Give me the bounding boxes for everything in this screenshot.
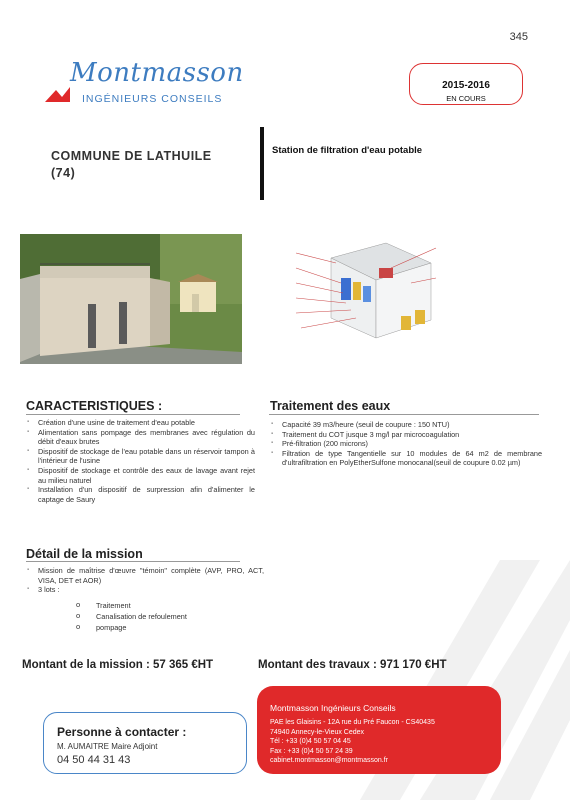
list-item: ▪ Dispositif de stockage de l'eau potable dans un réservoir tampon à l'intérieur de l'usine [24,447,255,466]
list-item: ▪ Mission de maîtrise d'œuvre "témoin" complète (AVP, PRO, ACT, VISA, DET et AOR) [24,566,264,585]
section-underline [26,414,240,415]
address-city: 74940 Annecy-le-Vieux Cedex [270,728,365,736]
lot-item: o Traitement [76,600,187,611]
lot-item: o pompage [76,622,187,633]
lot-item: o Canalisation de refoulement [76,611,187,622]
mission-amount: Montant de la mission : 57 365 €HT [22,659,214,671]
section-underline [269,414,539,415]
section-underline [26,561,240,562]
list-item: ▪ Filtration de type Tangentielle sur 10 modules de 64 m2 de membrane d'ultrafiltration en PolyEtherSulfone monocanal(seuil de coupure 0.02 µm) [268,449,542,468]
works-amount: Montant des travaux : 971 170 €HT [258,659,447,671]
commune-line2: (74) [51,166,76,180]
list-item: ▪ Installation d'un dispositif de surpression afin d'alimenter le captage de Saury [24,485,255,504]
logo-subtitle: INGÉNIEURS CONSEILS [82,93,223,105]
building-photo [20,234,242,364]
logo-name: Montmasson [70,58,244,88]
mission-list [24,566,264,595]
list-item: ▪ Création d'une usine de traitement d'eau potable [24,418,255,428]
period-status: EN COURS [446,94,486,103]
list-item: ▪ Dispositif de stockage et contrôle des eaux de lavage avant rejet au milieu naturel [24,466,255,485]
list-item: ▪ 3 lots : [24,585,264,595]
project-title: Station de filtration d'eau potable [272,145,423,156]
company-name: Montmasson Ingénieurs Conseils [270,703,396,713]
treatment-list [268,420,542,468]
fax-line: Fax : +33 (0)4 50 57 24 39 [270,747,353,755]
company-address [270,718,435,766]
email-line: cabinet.montmasson@montmasson.fr [270,757,388,764]
facility-diagram [291,238,439,357]
list-item: ▪ Capacité 39 m3/heure (seuil de coupure : 150 NTU) [268,420,542,430]
list-item: ▪ Alimentation sans pompage des membranes avec régulation du débit d'eaux brutes [24,428,255,447]
contact-name: M. AUMAITRE Maire Adjoint [57,742,158,751]
lots-list [76,600,187,633]
characteristics-heading: CARACTERISTIQUES : [26,399,163,413]
treatment-heading: Traitement des eaux [270,399,391,413]
phone-line: Tél : +33 (0)4 50 57 04 45 [270,738,351,745]
page-number: 345 [509,31,528,43]
list-item: ▪ Traitement du COT jusque 3 mg/l par microcoagulation [268,430,542,440]
contact-phone: 04 50 44 31 43 [57,754,131,766]
vertical-divider [260,127,264,200]
contact-heading: Personne à contacter : [57,725,187,739]
commune-line1: COMMUNE DE LATHUILE [51,149,212,163]
mission-heading: Détail de la mission [26,547,143,561]
list-item: ▪ Pré-filtration (200 microns) [268,439,542,449]
commune-name [51,148,212,182]
address-line: PAE les Glaisins - 12A rue du Pré Faucon - CS40435 [270,719,435,726]
period-years: 2015-2016 [442,80,490,91]
characteristics-list [24,418,255,504]
